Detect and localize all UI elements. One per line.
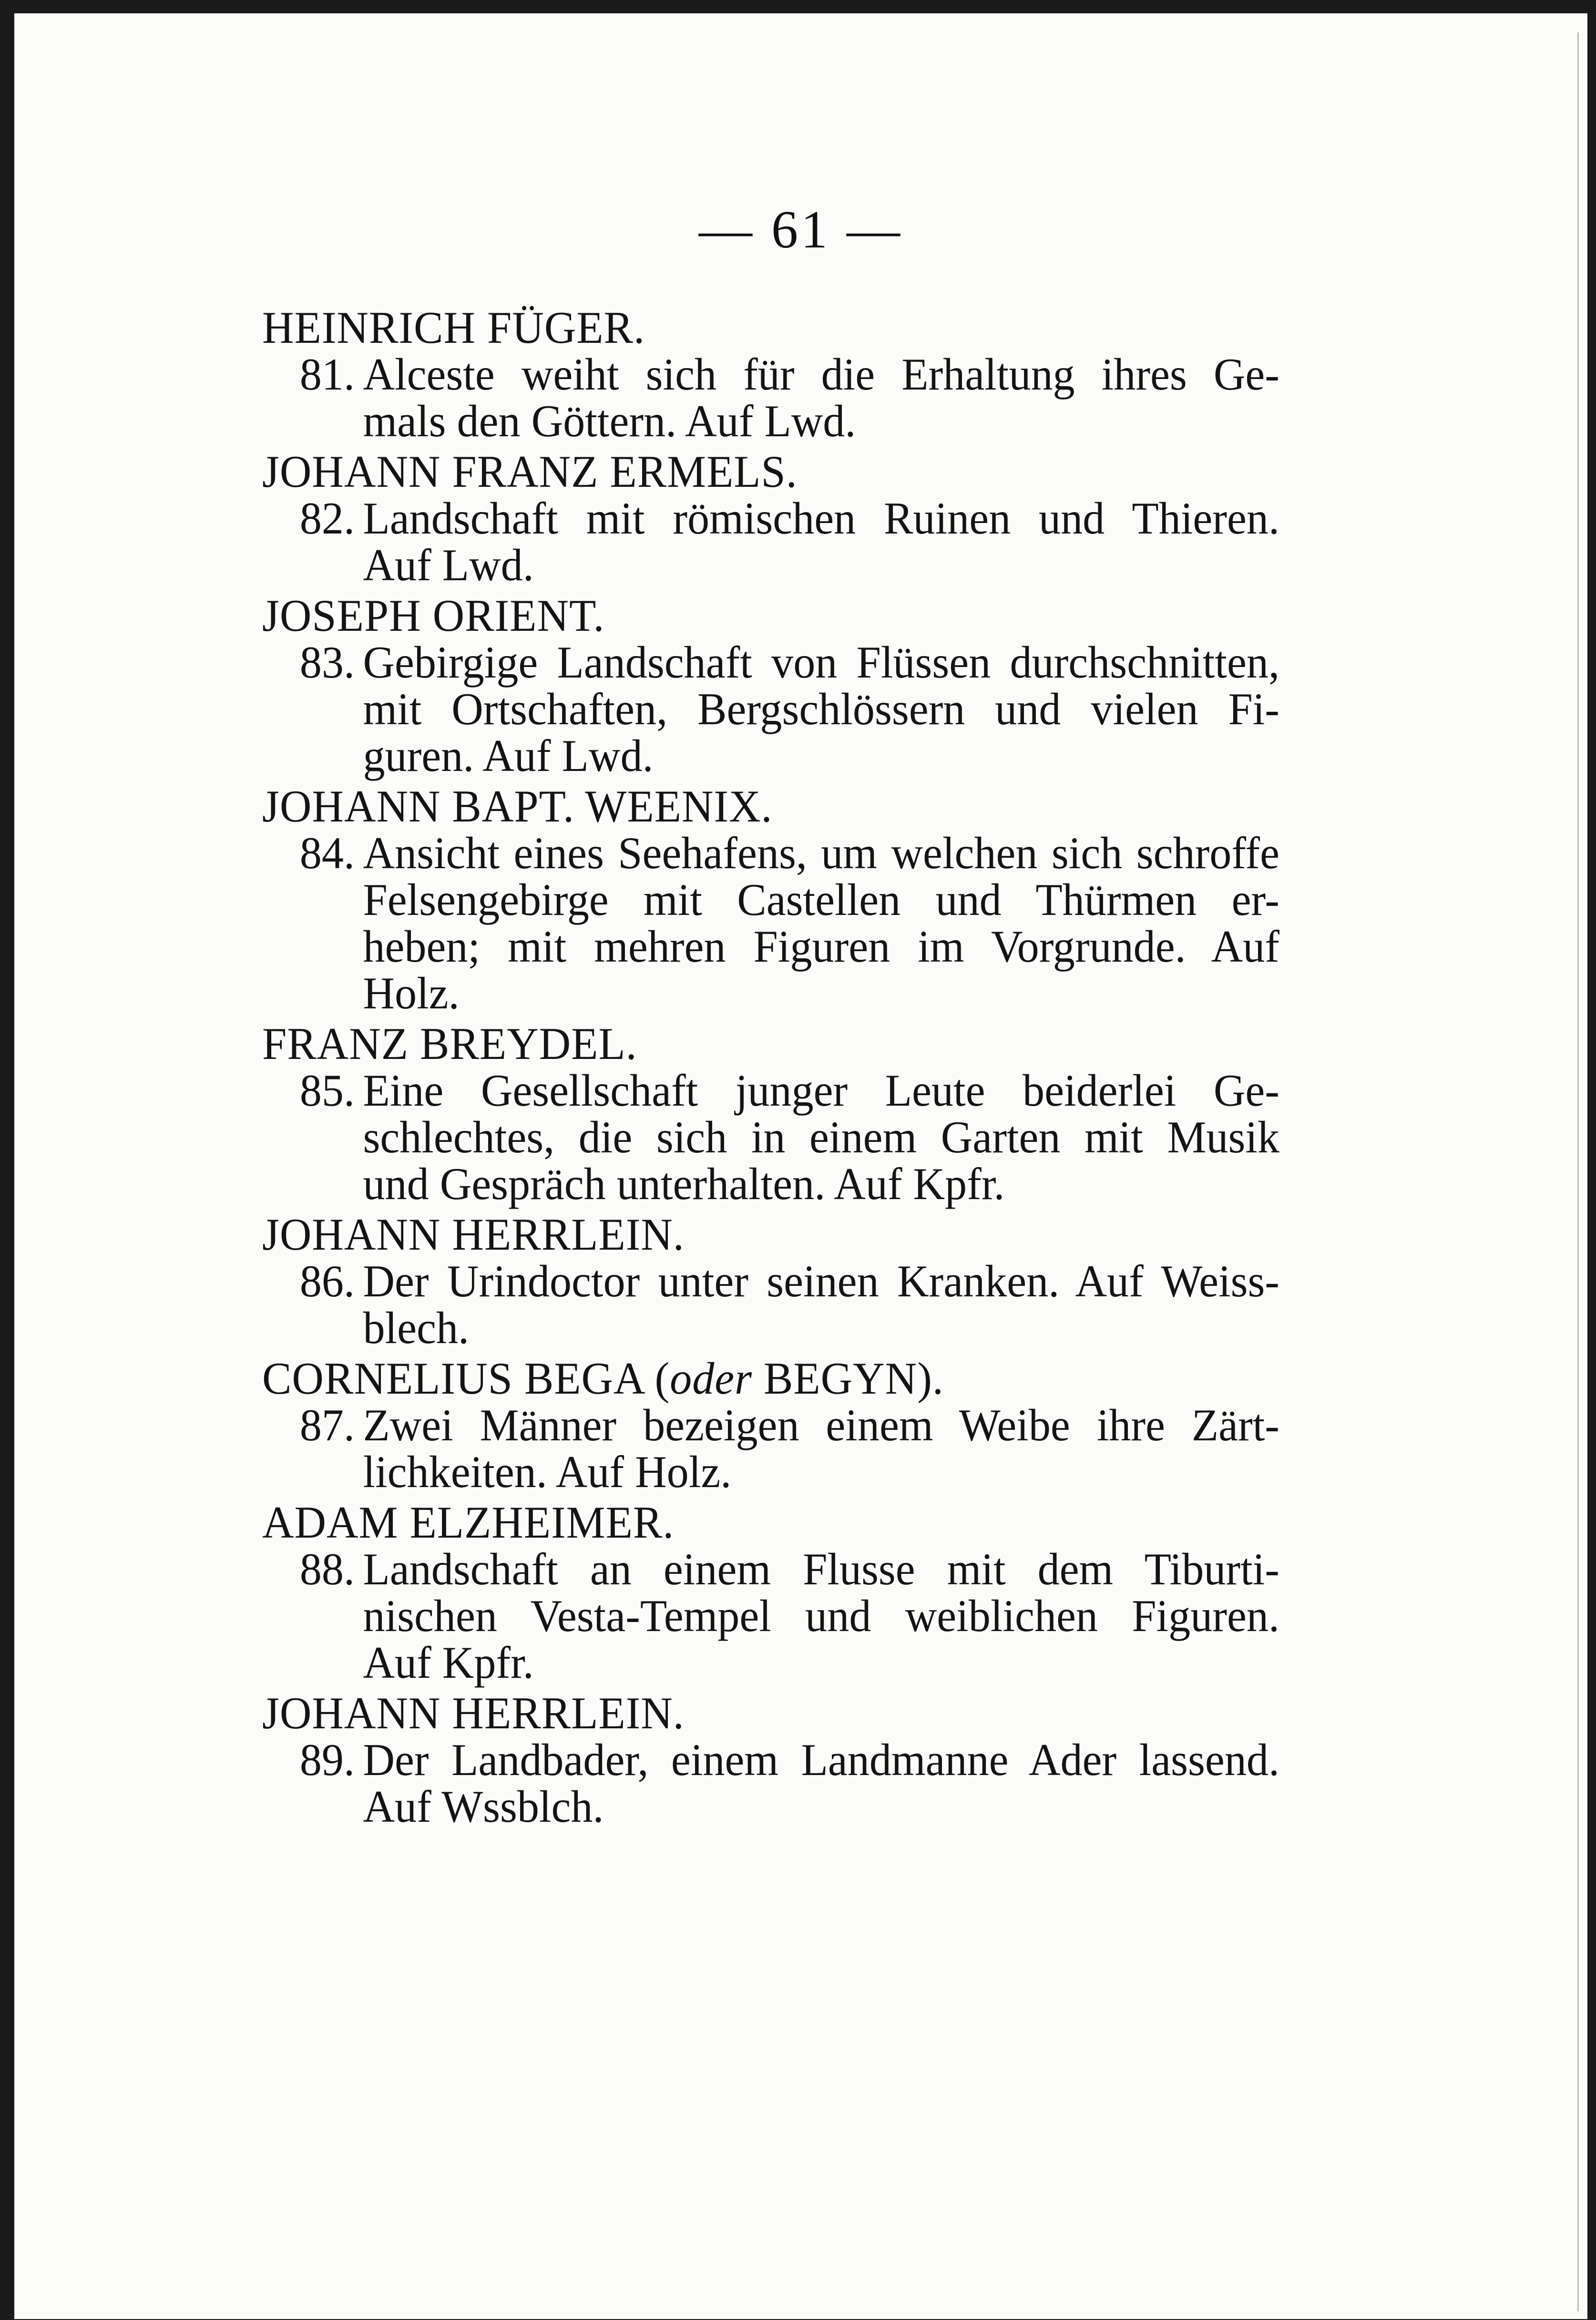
entry-number: 83. (299, 637, 355, 688)
description-line: Alceste weiht sich für die Erhaltung ihres Ge- (363, 349, 1280, 400)
page-edge-shadow (1577, 32, 1579, 2311)
catalogue-entry (262, 495, 1279, 588)
entry-description (363, 830, 1279, 1016)
entry-number: 84. (299, 828, 355, 878)
description-line: Auf Lwd. (363, 540, 534, 590)
catalogue-entry (262, 639, 1279, 779)
catalogue-entry (262, 1736, 1279, 1830)
entry-description (363, 495, 1279, 588)
description-line: Holz. (363, 968, 460, 1018)
page-number: — 61 — (699, 200, 903, 259)
entry-description (363, 1736, 1279, 1830)
entry-number: 81. (299, 349, 355, 400)
book-page (14, 13, 1587, 2319)
entry-number: 88. (299, 1544, 355, 1594)
description-line: Der Urindoctor unter seinen Kranken. Auf Weiss- (363, 1256, 1280, 1306)
entry-description (363, 1546, 1279, 1686)
artist-name (262, 1355, 1279, 1402)
entry-number: 86. (299, 1256, 355, 1306)
description-line: Auf Wssblch. (363, 1781, 604, 1832)
catalogue-entry (262, 1258, 1279, 1351)
description-line: Eine Gesellschaft junger Leute beiderlei Ge- (363, 1065, 1280, 1116)
catalogue-entry (262, 351, 1279, 444)
catalogue-list (262, 304, 1279, 1830)
catalogue-entry (262, 1067, 1279, 1207)
description-line: Zwei Männer bezeigen einem Weibe ihre Zärt- (363, 1400, 1280, 1450)
catalogue-entry (262, 830, 1279, 1016)
catalogue-entry (262, 1546, 1279, 1686)
artist-paren: ( (655, 1353, 670, 1404)
description-line: Gebirgige Landschaft von Flüssen durchschnitten, (363, 637, 1280, 688)
artist-name-main: CORNELIUS BEGA (262, 1353, 644, 1404)
artist-name: JOHANN FRANZ ERMELS. (262, 446, 798, 497)
artist-name: FRANZ BREYDEL. (262, 1018, 637, 1069)
artist-alias: BEGYN). (763, 1353, 944, 1404)
entry-description (363, 1258, 1279, 1351)
description-line: Felsengebirge mit Castellen und Thürmen er- (363, 874, 1280, 925)
description-line: mit Ortschaften, Bergschlössern und vielen Fi- (363, 684, 1280, 734)
entry-description (363, 1067, 1279, 1207)
entry-description (363, 1402, 1279, 1495)
description-line: schlechtes, die sich in einem Garten mit Musik (363, 1112, 1280, 1162)
entry-number: 85. (299, 1065, 355, 1116)
description-line: heben; mit mehren Figuren im Vorgrunde. Auf (363, 921, 1280, 972)
entry-description (363, 639, 1279, 779)
artist-name: JOHANN BAPT. WEENIX. (262, 781, 773, 832)
description-line: mals den Göttern. Auf Lwd. (363, 396, 856, 446)
description-line: Der Landbader, einem Landmanne Ader lassend. (363, 1735, 1280, 1785)
artist-name: JOHANN HERRLEIN. (262, 1209, 685, 1260)
description-line: Landschaft an einem Flusse mit dem Tiburti- (363, 1544, 1280, 1594)
artist-name: ADAM ELZHEIMER. (262, 1497, 675, 1548)
description-line: guren. Auf Lwd. (363, 730, 654, 781)
artist-alias-oder: oder (670, 1353, 752, 1404)
artist-name: JOSEPH ORIENT. (262, 590, 605, 641)
description-line: nischen Vesta-Tempel und weiblichen Figuren. (363, 1591, 1280, 1641)
description-line: Landschaft mit römischen Ruinen und Thieren. (363, 493, 1280, 544)
description-line: blech. (363, 1303, 470, 1353)
entry-number: 82. (299, 493, 355, 544)
entry-description (363, 351, 1279, 444)
description-line: Auf Kpfr. (363, 1637, 534, 1688)
entry-number: 89. (299, 1735, 355, 1785)
entry-number: 87. (299, 1400, 355, 1450)
artist-name: HEINRICH FÜGER. (262, 302, 645, 353)
description-line: Ansicht eines Seehafens, um welchen sich schroffe (363, 828, 1280, 878)
artist-name: JOHANN HERRLEIN. (262, 1688, 685, 1738)
description-line: und Gespräch unterhalten. Auf Kpfr. (363, 1159, 1005, 1209)
description-line: lichkeiten. Auf Holz. (363, 1447, 732, 1497)
catalogue-entry (262, 1402, 1279, 1495)
